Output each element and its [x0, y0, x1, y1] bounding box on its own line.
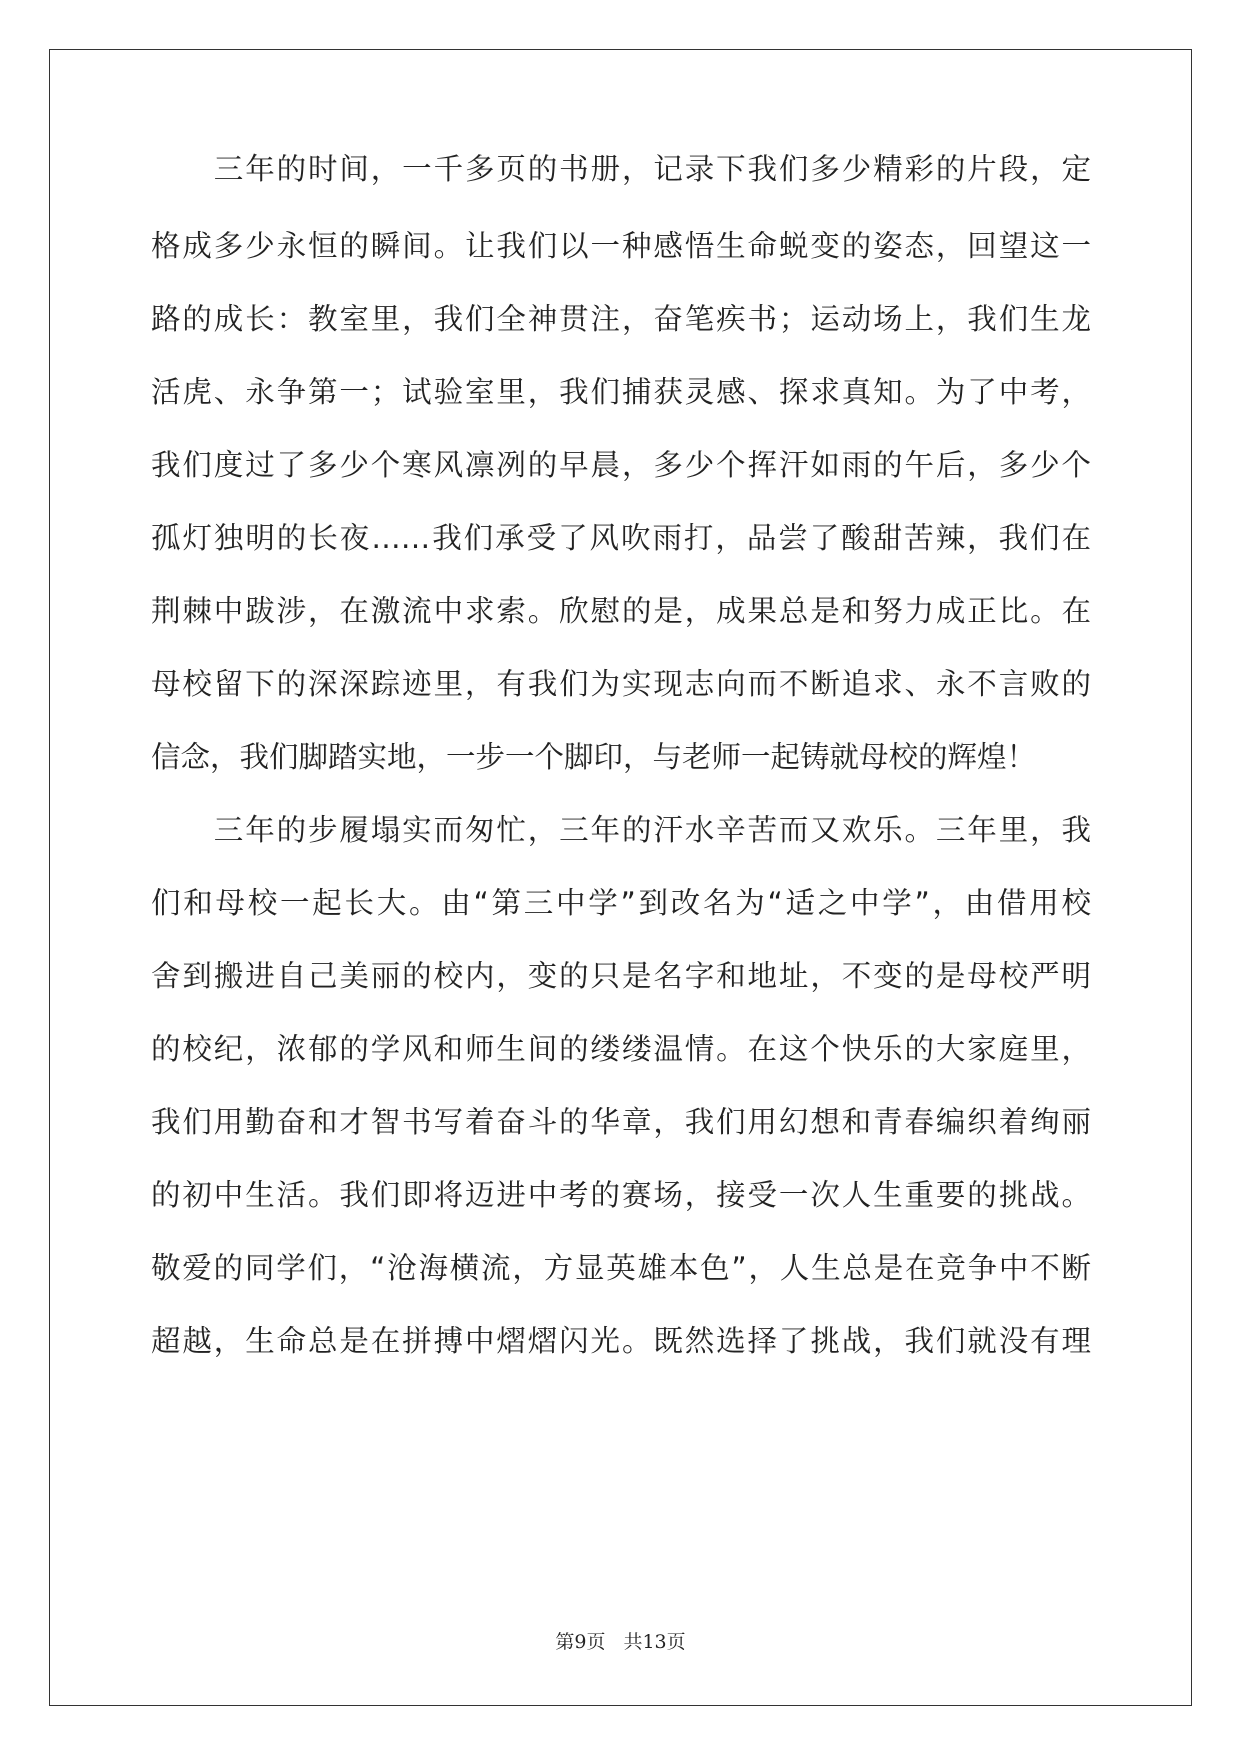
text-line: 孤灯独明的长夜……我们承受了风吹雨打，品尝了酸甜苦辣，我们在 [151, 521, 1091, 555]
text-line: 母校留下的深深踪迹里，有我们为实现志向而不断追求、永不言败的 [151, 667, 1091, 701]
text-line: 舍到搬进自己美丽的校内，变的只是名字和地址，不变的是母校严明 [151, 959, 1091, 993]
page-total: 共13页 [623, 1631, 686, 1653]
text-line: 路的成长：教室里，我们全神贯注，奋笔疾书；运动场上，我们生龙 [151, 302, 1091, 336]
text-line: 我们度过了多少个寒风凛冽的早晨，多少个挥汗如雨的午后，多少个 [151, 448, 1091, 482]
page-number: 第9页 [555, 1631, 606, 1653]
text-line: 活虎、永争第一；试验室里，我们捕获灵感、探求真知。为了中考， [151, 375, 1091, 409]
text-line: 三年的步履塌实而匆忙，三年的汗水辛苦而又欢乐。三年里，我 [151, 813, 1091, 847]
text-line: 的校纪，浓郁的学风和师生间的缕缕温情。在这个快乐的大家庭里， [151, 1032, 1091, 1066]
text-line: 荆棘中跋涉，在激流中求索。欣慰的是，成果总是和努力成正比。在 [151, 594, 1091, 628]
page-footer [0, 1630, 1241, 1654]
text-line: 三年的时间，一千多页的书册，记录下我们多少精彩的片段，定 [151, 152, 1091, 186]
text-line: 信念，我们脚踏实地，一步一个脚印，与老师一起铸就母校的辉煌！ [151, 740, 1037, 774]
text-line: 我们用勤奋和才智书写着奋斗的华章，我们用幻想和青春编织着绚丽 [151, 1105, 1091, 1139]
text-line: 敬爱的同学们，“沧海横流，方显英雄本色”，人生总是在竞争中不断 [151, 1251, 1091, 1285]
text-line: 格成多少永恒的瞬间。让我们以一种感悟生命蜕变的姿态，回望这一 [151, 229, 1091, 263]
text-line: 超越，生命总是在拼搏中熠熠闪光。既然选择了挑战，我们就没有理 [151, 1324, 1091, 1358]
text-line: 们和母校一起长大。由“第三中学”到改名为“适之中学”，由借用校 [151, 886, 1091, 920]
text-line: 的初中生活。我们即将迈进中考的赛场，接受一次人生重要的挑战。 [151, 1178, 1091, 1212]
